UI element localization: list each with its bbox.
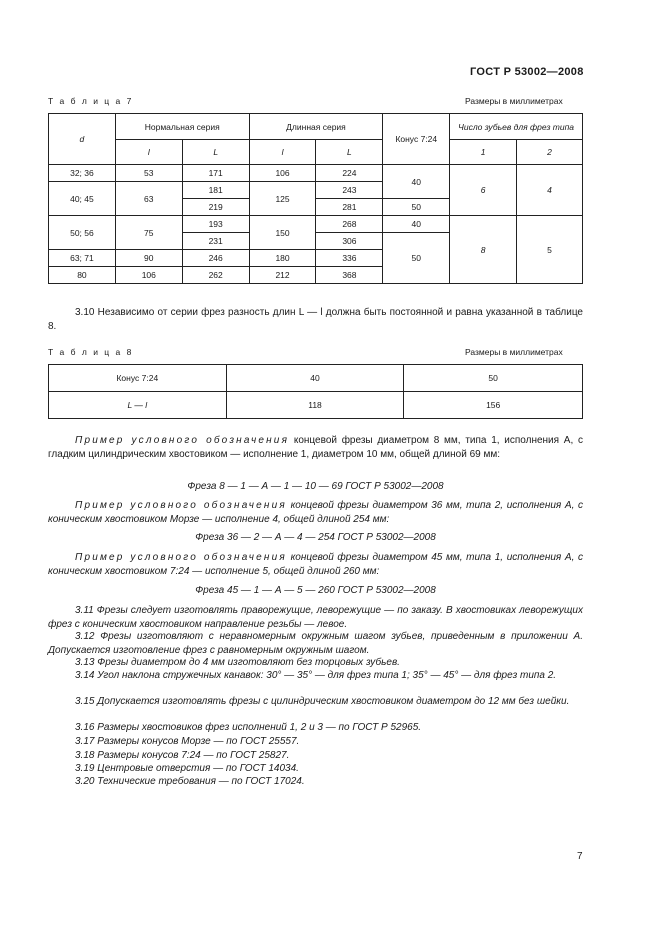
cell-d: 50; 56	[49, 216, 116, 250]
cell-long-L: 243	[316, 182, 383, 199]
cell-value: 40	[226, 365, 404, 392]
cell-normal-L: 219	[182, 199, 249, 216]
cell-normal-l: 90	[115, 250, 182, 267]
example-text: концевой фрезы диаметром 8 мм, типа 1, исполнения А, с гладким цилиндрическим хвостовиком — исполнение 1, диаметром 10 мм, общей длиной 69 мм:	[48, 435, 583, 460]
cell-normal-l: 75	[115, 216, 182, 250]
header-long-L: L	[316, 140, 383, 165]
item-3-17: 3.17 Размеры конусов Морзе — по ГОСТ 25557.	[75, 736, 300, 747]
cell-long-L: 306	[316, 233, 383, 250]
table7	[48, 113, 583, 284]
cell-teeth-type-1: 6	[450, 165, 517, 216]
cell-d: 32; 36	[49, 165, 116, 182]
cell-long-l: 180	[249, 250, 316, 267]
cell-long-L: 224	[316, 165, 383, 182]
example-1-formula: Фреза 8 — 1 — А — 1 — 10 — 69 ГОСТ Р 53002—2008	[187, 481, 444, 492]
table8-units: Размеры в миллиметрах	[465, 347, 563, 357]
example-3	[48, 551, 583, 579]
paragraph-3-10: 3.10 Независимо от серии фрез разность длин L — l должна быть постоянной и равна указанной в таблице 8.	[48, 307, 583, 332]
cell-long-L: 268	[316, 216, 383, 233]
example-2-formula: Фреза 36 — 2 — А — 4 — 254 ГОСТ Р 53002—2008	[195, 532, 436, 543]
cell-label: L — l	[49, 392, 227, 419]
cell-value: 50	[404, 365, 583, 392]
header-type-2: 2	[517, 140, 583, 165]
cell-long-L: 281	[316, 199, 383, 216]
cell-cone: 50	[383, 233, 450, 284]
cell-normal-L: 171	[182, 165, 249, 182]
document-standard-header: ГОСТ Р 53002—2008	[470, 66, 584, 78]
item-3-14: 3.14 Угол наклона стружечных канавок: 30° — 35° — для фрез типа 1; 35° — 45° — для фрез типа 2.	[75, 670, 557, 681]
cell-normal-L: 231	[182, 233, 249, 250]
header-long-series: Длинная серия	[249, 114, 383, 140]
cell-cone: 40	[383, 216, 450, 233]
example-text: концевой фрезы диаметром 36 мм, типа 2, исполнения А, с коническим хвостовиком Морзе — исполнение 4, общей длиной 254 мм:	[48, 500, 583, 525]
cell-normal-l: 106	[115, 267, 182, 284]
cell-teeth-type-2: 4	[517, 165, 583, 216]
cell-cone: 50	[383, 199, 450, 216]
cell-long-L: 336	[316, 250, 383, 267]
cell-d: 80	[49, 267, 116, 284]
header-teeth: Число зубьев для фрез типа	[450, 114, 583, 140]
example-lead: Пример условного обозначения	[75, 552, 287, 563]
header-cone: Конус 7:24	[383, 114, 450, 165]
cell-long-l: 212	[249, 267, 316, 284]
header-long-l: l	[249, 140, 316, 165]
cell-long-L: 368	[316, 267, 383, 284]
item-3-13: 3.13 Фрезы диаметром до 4 мм изготовляют без торцовых зубьев.	[75, 657, 400, 668]
item-3-16: 3.16 Размеры хвостовиков фрез исполнений 1, 2 и 3 — по ГОСТ Р 52965.	[75, 722, 422, 733]
page-number: 7	[577, 851, 583, 862]
example-3-formula: Фреза 45 — 1 — А — 5 — 260 ГОСТ Р 53002—2008	[195, 585, 436, 596]
cell-normal-L: 246	[182, 250, 249, 267]
cell-normal-L: 181	[182, 182, 249, 199]
item-3-20: 3.20 Технические требования — по ГОСТ 17024.	[75, 776, 305, 787]
header-normal-series: Нормальная серия	[115, 114, 249, 140]
header-d: d	[49, 114, 116, 165]
table7-units: Размеры в миллиметрах	[465, 96, 563, 106]
example-text: концевой фрезы диаметром 45 мм, типа 1, исполнения А, с коническим хвостовиком 7:24 — исполнение 5, общей длиной 260 мм:	[48, 552, 583, 577]
table8	[48, 364, 583, 419]
item-3-15: 3.15 Допускается изготовлять фрезы с цилиндрическим хвостовиком диаметром до 12 мм без шейки.	[75, 696, 570, 707]
example-2	[48, 499, 583, 527]
table8-caption: Т а б л и ц а 8	[48, 347, 134, 357]
example-lead: Пример условного обозначения	[75, 435, 290, 446]
item-3-11: 3.11 Фрезы следует изготовлять праворежущие, леворежущие — по заказу. В хвостовиках леворежущих фрез с коническим хвостовиком направление резьбы — левое.	[48, 605, 583, 630]
table7-caption: Т а б л и ц а 7	[48, 96, 134, 106]
cell-long-l: 150	[249, 216, 316, 250]
header-type-1: 1	[450, 140, 517, 165]
cell-value: 156	[404, 392, 583, 419]
cell-normal-L: 262	[182, 267, 249, 284]
header-normal-L: L	[182, 140, 249, 165]
cell-cone: 40	[383, 165, 450, 199]
item-3-12: 3.12 Фрезы изготовляют с неравномерным окружным шагом зубьев, приведенным в приложении А. Допускается изготовление фрез с равномерным окружным шагом.	[48, 631, 583, 656]
cell-normal-l: 63	[115, 182, 182, 216]
cell-value: 118	[226, 392, 404, 419]
cell-long-l: 106	[249, 165, 316, 182]
header-normal-l: l	[115, 140, 182, 165]
cell-d: 40; 45	[49, 182, 116, 216]
item-3-19: 3.19 Центровые отверстия — по ГОСТ 14034.	[75, 763, 299, 774]
cell-teeth-type-1: 8	[450, 216, 517, 284]
item-3-18: 3.18 Размеры конусов 7:24 — по ГОСТ 25827.	[75, 750, 290, 761]
cell-teeth-type-2: 5	[517, 216, 583, 284]
cell-d: 63; 71	[49, 250, 116, 267]
cell-long-l: 125	[249, 182, 316, 216]
cell-label: Конус 7:24	[49, 365, 227, 392]
example-1	[48, 434, 583, 462]
cell-normal-L: 193	[182, 216, 249, 233]
example-lead: Пример условного обозначения	[75, 500, 287, 511]
cell-normal-l: 53	[115, 165, 182, 182]
